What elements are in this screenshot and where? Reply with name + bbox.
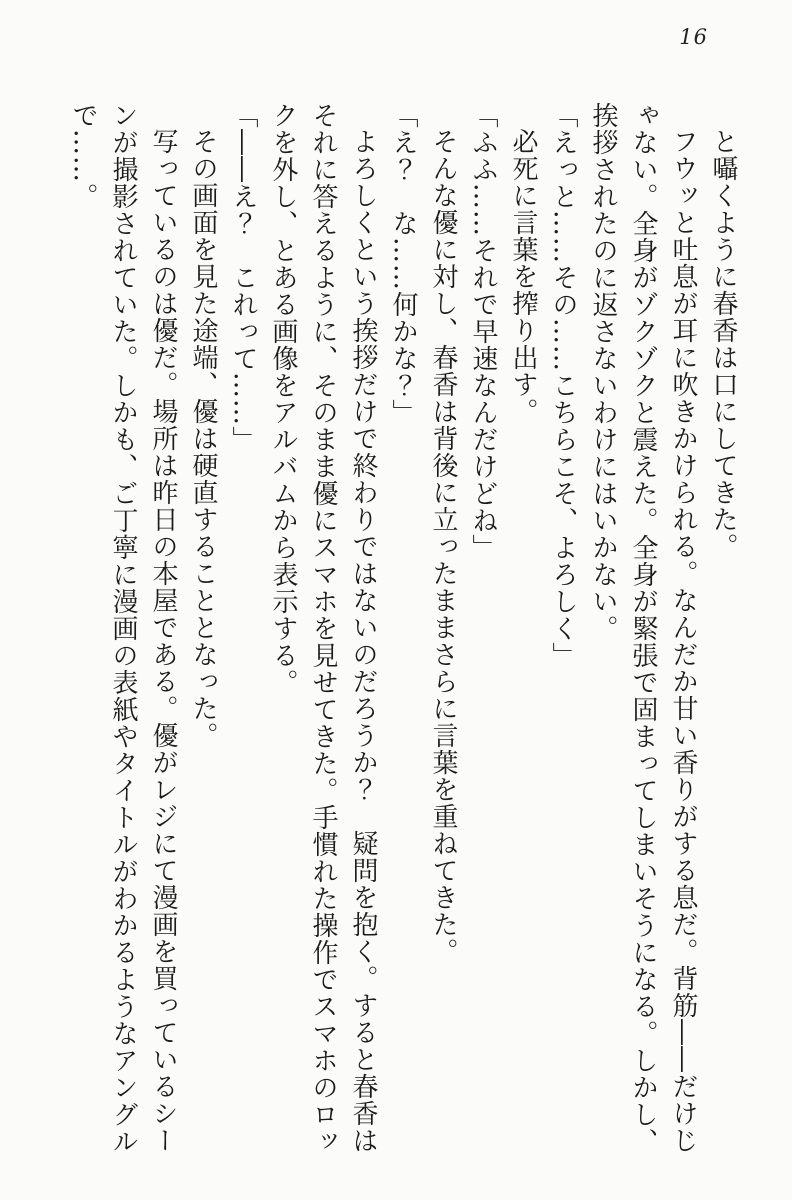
paragraph: よろしくという挨拶だけで終わりではないのだろうか？ 疑問を抱く。すると春香はそれに答えるように、そのまま優にスマホを見せてきた。手慣れた操作でスマホのロックを外し、とある画像をアルバムから表示する。 (268, 102, 378, 1155)
body-text (63, 102, 743, 1160)
paragraph: その画面を見た途端、優は硬直することとなった。 (188, 128, 218, 749)
paragraph: 「え？ な……何かな？」 (388, 102, 418, 426)
paragraph: 必死に言葉を搾り出す。 (508, 128, 538, 425)
page-number: 16 (679, 25, 708, 49)
paragraph: 「ふふ……それで早速なんだけどね」 (468, 102, 498, 561)
paragraph: 写っているのは優だ。場所は昨日の本屋である。優がレジにて漫画を買っているシーンが撮影されていた。しかも、ご丁寧に漫画の表紙やタイトルがわかるようなアングルで……。 (68, 102, 178, 1155)
paragraph: フウッと吐息が耳に吹きかけられる。なんだか甘い香りがする息だ。背筋――だけじゃない。全身がゾクゾクと震えた。全身が緊張で固まってしまいそうになる。しかし、挨拶されたのに返さないわけにはいかない。 (588, 102, 698, 1155)
paragraph: 「――え？ これって……」 (228, 102, 258, 453)
paragraph: そんな優に対し、春香は背後に立ったままさらに言葉を重ねてきた。 (428, 128, 458, 965)
paragraph: 「えっと……その……こちらこそ、よろしく」 (548, 102, 578, 669)
paragraph: と囁くように春香は口にしてきた。 (708, 128, 738, 560)
